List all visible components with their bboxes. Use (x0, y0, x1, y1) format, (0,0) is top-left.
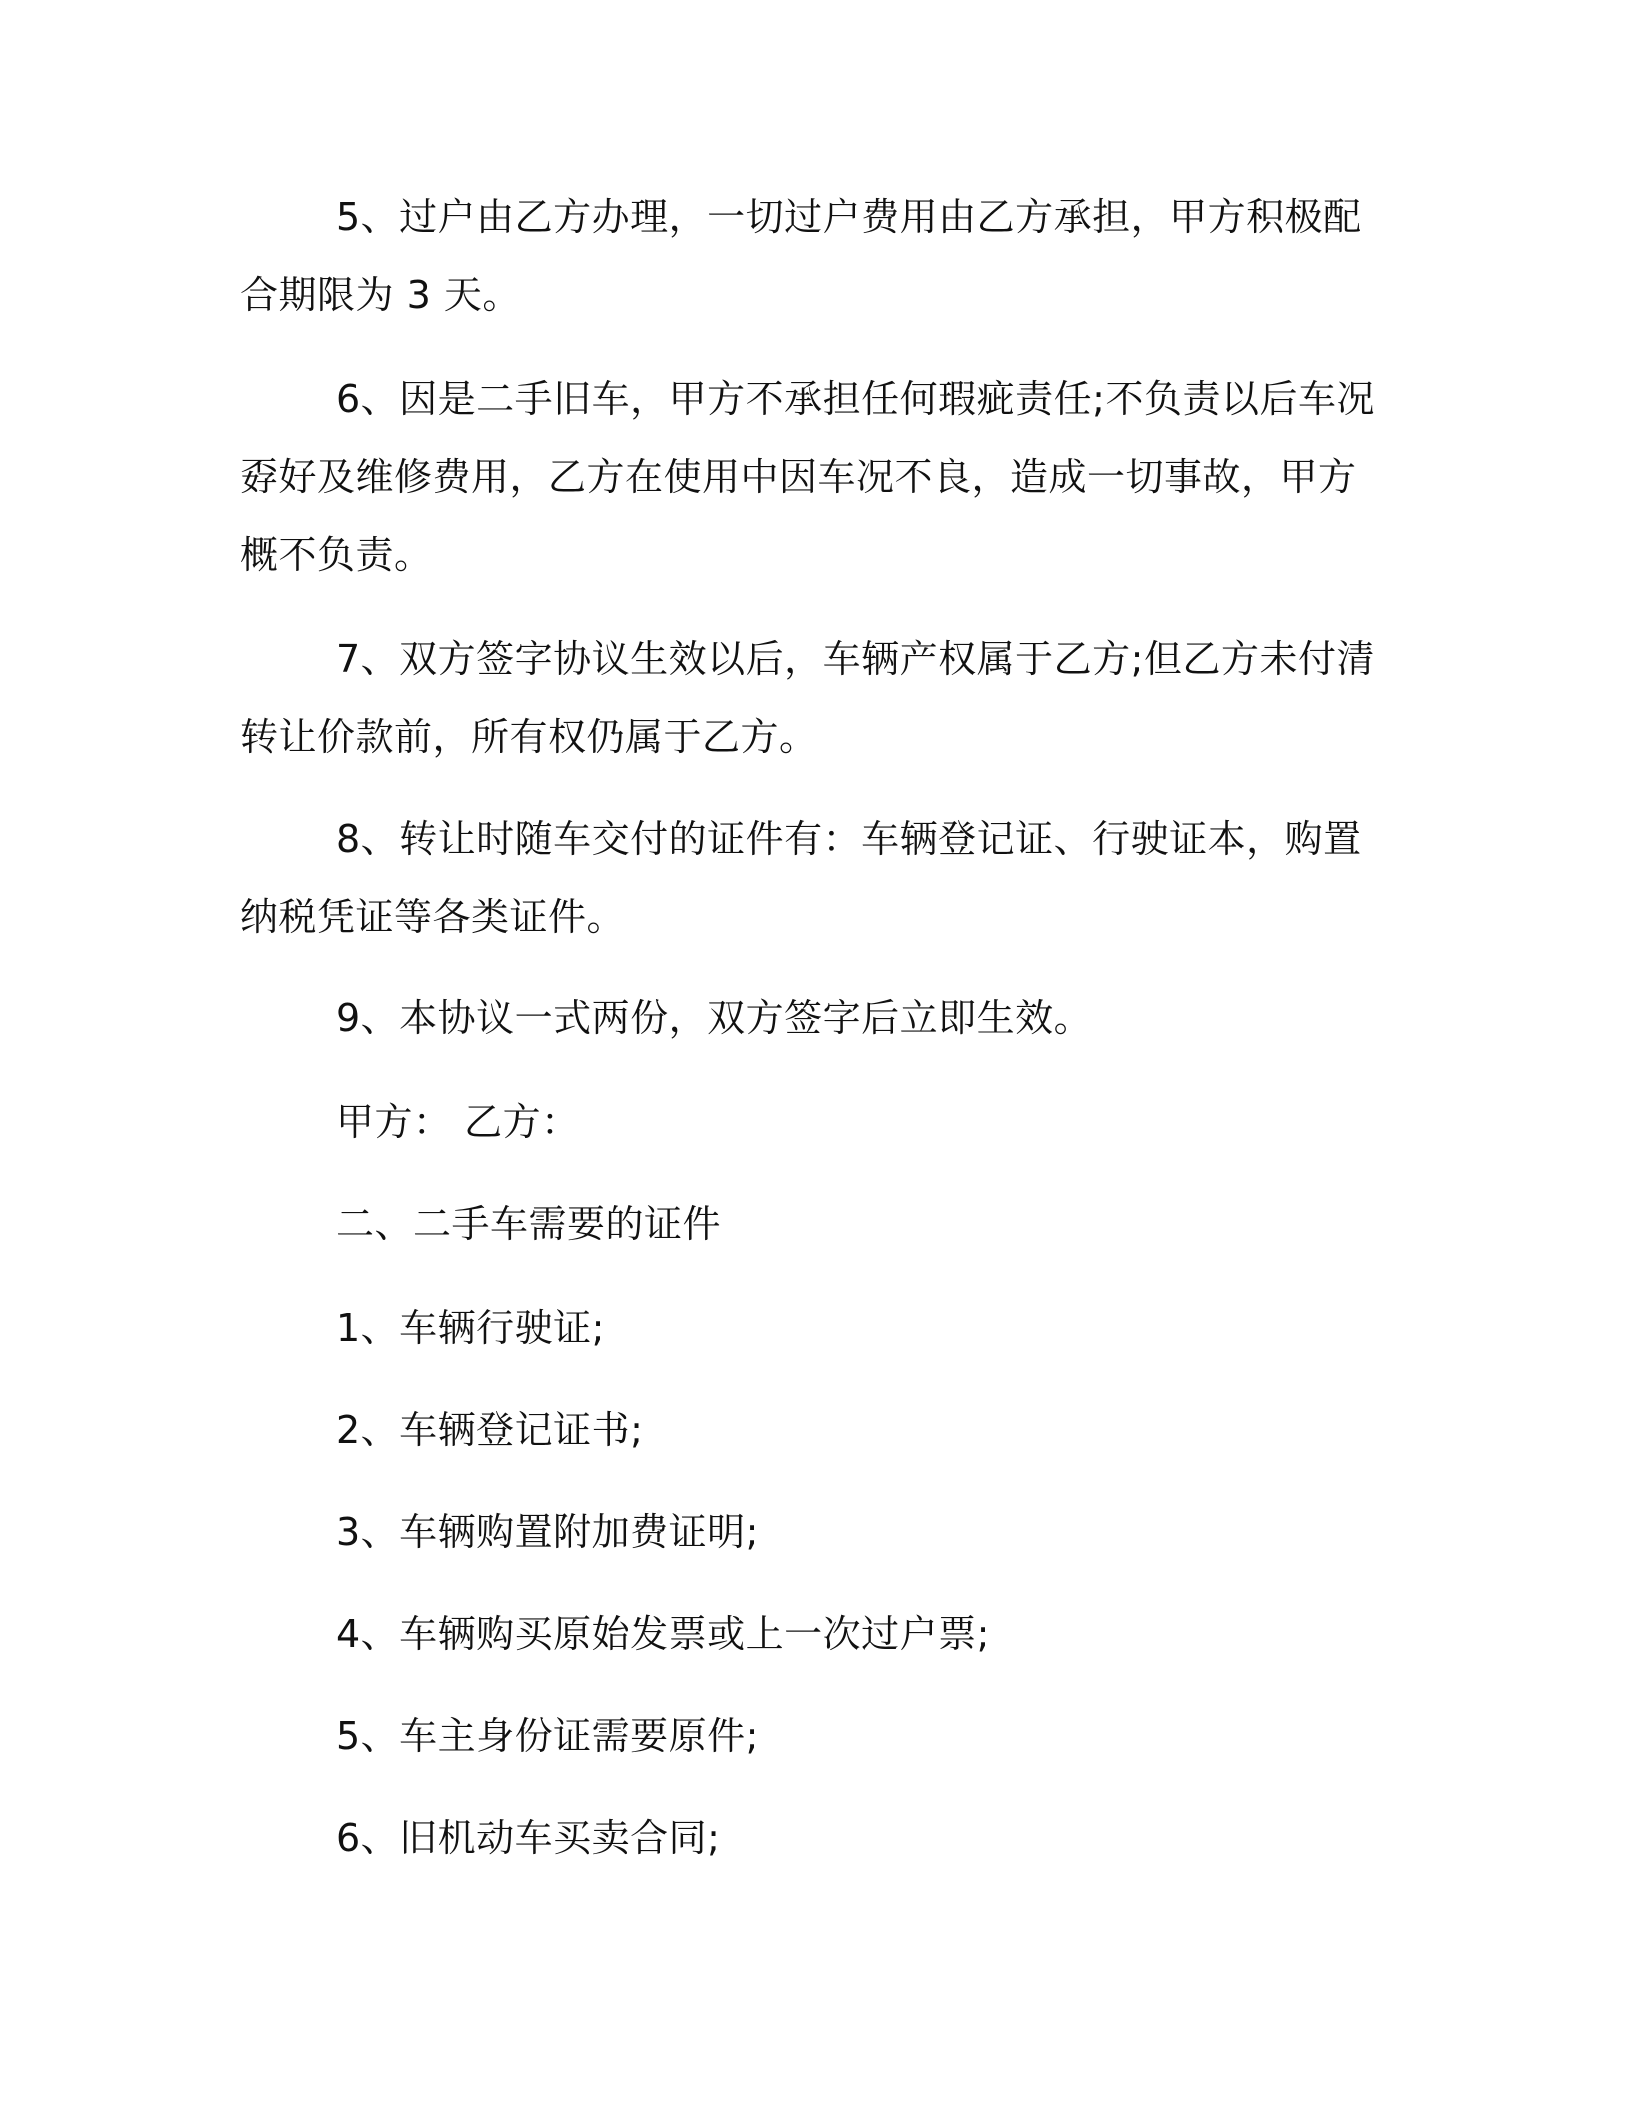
required-document-item: 2、车辆登记证书; (336, 1408, 644, 1452)
required-document-item: 5、车主身份证需要原件; (336, 1714, 759, 1758)
section-title: 二、二手车需要的证件 (336, 1202, 722, 1246)
required-document-item: 1、车辆行驶证; (336, 1306, 605, 1350)
required-document-item: 4、车辆购买原始发票或上一次过户票; (336, 1612, 990, 1656)
clause-6: 6、因是二手旧车，甲方不承担任何瑕疵责任;不负责以后车况孬好及维修费用，乙方在使用中因车况不良，造成一切事故，甲方概不负责。 (240, 377, 1375, 577)
clause-9: 9、本协议一式两份，双方签字后立即生效。 (336, 996, 1093, 1040)
required-document-item: 6、旧机动车买卖合同; (336, 1816, 721, 1860)
required-document-item: 3、车辆购置附加费证明; (336, 1510, 759, 1554)
clause-5: 5、过户由乙方办理，一切过户费用由乙方承担，甲方积极配合期限为 3 天。 (240, 195, 1362, 317)
signature-line: 甲方： 乙方： (336, 1100, 580, 1144)
clause-7: 7、双方签字协议生效以后，车辆产权属于乙方;但乙方未付清转让价款前，所有权仍属于乙方。 (240, 637, 1375, 759)
clause-8: 8、转让时随车交付的证件有：车辆登记证、行驶证本，购置纳税凭证等各类证件。 (240, 817, 1362, 939)
